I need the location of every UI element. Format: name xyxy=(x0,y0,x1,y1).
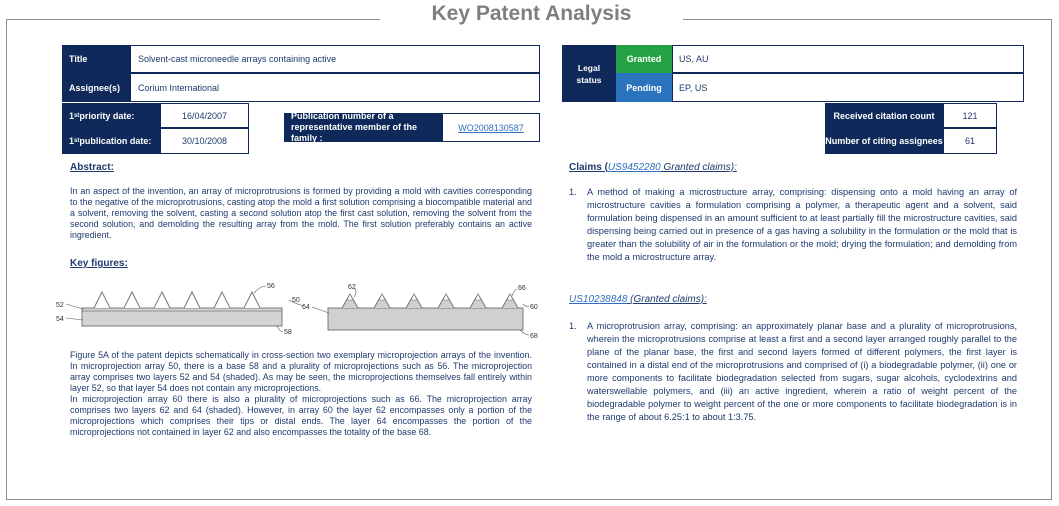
publication-date-value: 30/10/2008 xyxy=(160,128,249,154)
key-figures-heading: Key figures: xyxy=(70,258,128,269)
priority-date-value: 16/04/2007 xyxy=(160,103,249,128)
figure-5a-diagram xyxy=(52,280,542,345)
pubnum-label: Publication number of a representative member of the family : xyxy=(284,113,442,142)
label-64: 64 xyxy=(302,304,310,311)
abstract-text: In an aspect of the invention, an array of microprotrusions is formed by providing a mold with cavities corresponding to the negative of the microprotrusions, casting atop the mold a first solution comprising a biocompatible material and a solvent, removing the solvent, casting a second solution atop the first cast solution, removing the solvent from the second solution, and demolding the resulting array from the mold. The first solution preferably contains an active ingredient. xyxy=(70,186,532,240)
pubnum-link[interactable]: WO2008130587 xyxy=(458,122,524,133)
label-62: 62 xyxy=(348,284,356,291)
title-value: Solvent-cast microneedle arrays containing active xyxy=(130,45,540,73)
claims-heading: Claims (US9452280 Granted claims): xyxy=(569,162,737,173)
assignee-value: Corium International xyxy=(130,73,540,102)
pubnum-value[interactable] xyxy=(442,113,540,142)
figure-desc-para-1: Figure 5A of the patent depicts schematically in cross-section two exemplary microprojection arrays of the invention. In microprojection array 50, there is a base 58 and a plurality of microprojections such as 56. The microprojection array comprises two layers 52 and 54 (shaded). As may be seen, the microprojections themselves fall entirely within layer 52, so that layer 54 does not contain any microprojections. xyxy=(70,350,532,393)
assignee-label: Assignee(s) xyxy=(62,73,130,102)
figure-description xyxy=(70,350,532,438)
figure-desc-para-2: In microprojection array 60 there is also a plurality of microprojections such as 66. The microprojection array comprises two layers 62 and 64 (shaded). However, in array 60 the layer 62 encompasses only a portion of the microprojections which comprises their tips or distal ends. The layer 64 encompasses the portion of the microprojections not contained in layer 62 and also encompasses the totality of the base 68. xyxy=(70,394,532,437)
pending-badge: Pending xyxy=(616,73,672,102)
label-50: 50 xyxy=(292,297,300,304)
pending-value: EP, US xyxy=(672,73,1024,102)
label-52: 52 xyxy=(56,302,64,309)
claims-2-heading: US10238848 (Granted claims): xyxy=(569,294,707,305)
label-54: 54 xyxy=(56,316,64,323)
legal-status-label: Legal status xyxy=(562,45,616,102)
granted-badge: Granted xyxy=(616,45,672,73)
claim-1-us10238848: 1. A microprotrusion array, comprising: an approximately planar base and a plurality of microprotrusions, wherein the microprotrusions comprise at least a first and a second layer arranged roughly parallel to the plane of the planar base, the first and second layers formed of different polymers, the first layer is contained in a distal end of the microprotrusions and comprised of (i) a biodegradable polymer, (ii) one or more components to facilitate biodegradation selected from sugars, sugar alcohols, cyclodextrins and waterswellable polymers, and (iii) an active ingredient, wherein a ratio of weight percent of the biodegradable polymer to weight percent of the one or more components to facilitate biodegradation is in the range of about 6.25:1 to about 1:3.75. xyxy=(569,321,1017,422)
priority-date-label: 1 st priority date: xyxy=(62,103,160,128)
citing-assignees-label: Number of citing assignees xyxy=(825,128,943,154)
label-60: 60 xyxy=(530,304,538,311)
granted-value: US, AU xyxy=(672,45,1024,73)
label-68: 68 xyxy=(530,333,538,340)
publication-date-label: 1 st publication date: xyxy=(62,128,160,154)
claims-us9452280-link[interactable]: US9452280 xyxy=(607,162,661,173)
label-66: 66 xyxy=(518,285,526,292)
label-58: 58 xyxy=(284,329,292,336)
label-56: 56 xyxy=(267,283,275,290)
citing-assignees-value: 61 xyxy=(943,128,997,154)
citation-count-label: Received citation count xyxy=(825,103,943,128)
array-60-microprojections xyxy=(328,294,523,308)
claims-us10238848-link[interactable]: US10238848 xyxy=(569,294,628,305)
page-title: Key Patent Analysis xyxy=(431,2,632,25)
title-label: Title xyxy=(62,45,130,73)
claim-1-us9452280: 1. A method of making a microstructure array, comprising: dispensing onto a mold having an array of microstructure cavities a formulation comprising a polymer, a therapeutic agent and a solvent, said formulation being dispensed in an amount sufficient to at least partially fill the microstructure cavities, said dispensing being carried out in presence of a gas having a solubility in the formulation or the mold that is greater than the solubility of air in the formulation or the mold; drying the formulation; and demolding from the mold a microstructure array. xyxy=(569,187,1017,262)
citation-count-value: 121 xyxy=(943,103,997,128)
abstract-heading: Abstract: xyxy=(70,162,114,173)
frame-top-right xyxy=(683,19,1052,20)
frame-top-left xyxy=(6,19,380,20)
array-50-microprojections xyxy=(82,292,282,308)
array-60-base xyxy=(328,308,523,330)
